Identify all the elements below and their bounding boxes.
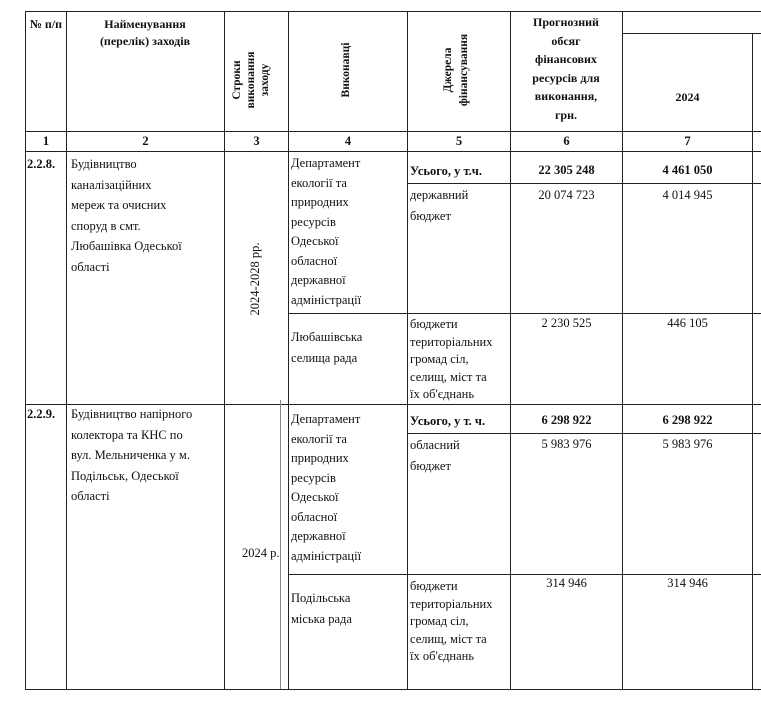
row2-council-line: міська рада (291, 611, 352, 626)
row1-name-line: каналізаційних (71, 177, 152, 192)
header-forecast-line: фінансових (535, 52, 597, 66)
header-year-2024: 2024 (675, 90, 700, 104)
row1-local-line: громад сіл, (410, 352, 469, 366)
row1-local-line: їх об'єднань (410, 387, 475, 401)
row2-source-line: обласний (410, 438, 460, 452)
row2-source-budget-value: 5 983 976 (541, 437, 592, 451)
row2-source-local-2024: 314 946 (667, 576, 708, 590)
colnum-6: 6 (563, 134, 570, 148)
row2-source-local-value: 314 946 (546, 576, 587, 590)
row2-executor-department (291, 410, 361, 566)
header-name-line1: Найменування (104, 17, 186, 31)
row2-name-line: колектора та КНС по (71, 427, 183, 442)
row1-executor-council (291, 327, 362, 368)
row2-executor-line: ресурсів (291, 470, 336, 485)
row1-local-line: селищ, міст та (410, 369, 487, 384)
row1-total-2024: 4 461 050 (662, 163, 713, 177)
row1-executor-department (291, 154, 361, 310)
row2-executor-line: адміністрації (291, 548, 362, 563)
row2-executor-line: Одеської (291, 490, 339, 504)
row1-source-line: державний (410, 188, 469, 202)
header-sources (440, 20, 476, 120)
row2-local-line: їх об'єднань (410, 649, 475, 663)
header-bottom (25, 131, 761, 132)
row1-source-budget-value: 20 074 723 (538, 188, 595, 202)
header-forecast (511, 13, 621, 124)
row1-executor-line: екології та (291, 175, 347, 190)
row2-total-2024: 6 298 922 (662, 413, 713, 427)
row1-name-line: споруд в смт. (71, 218, 141, 233)
col-line-2 (224, 11, 225, 689)
header-forecast-line: Прогнозний (533, 15, 599, 29)
row1-total-value: 22 305 248 (538, 163, 595, 177)
row2-source-budget-2024: 5 983 976 (662, 437, 713, 451)
table-border-bottom (25, 689, 761, 690)
row2-name-line: вул. Мельниченка у м. (71, 448, 190, 462)
row2-split-line (288, 574, 761, 575)
row1-name-line: області (71, 259, 110, 274)
row2-executor-line: Департамент (291, 412, 361, 426)
col-line-3 (288, 11, 289, 689)
col-line-0 (25, 11, 26, 689)
row1-total-label: Усього, у т.ч. (410, 164, 482, 178)
col3-inner-line (280, 400, 281, 689)
colnum-5: 5 (455, 134, 463, 148)
colnum-3: 3 (253, 134, 260, 148)
row2-local-line: громад сіл, (410, 614, 469, 628)
row2-local-line: бюджети (410, 579, 458, 593)
header-term (230, 30, 282, 130)
row1-source-local-2024: 446 105 (667, 316, 708, 330)
header-sources-line2: фінансування (458, 33, 470, 107)
header-subline (622, 33, 761, 34)
row1-name-line: Любашівка Одеської (71, 239, 182, 253)
header-name (67, 16, 223, 50)
row1-term: 2024-2028 рр. (248, 242, 262, 316)
header-term-line2: виконання (245, 51, 257, 109)
row2-local-line: територіальних (410, 596, 493, 611)
row2-executor-line: екології та (291, 431, 347, 446)
row1-source-budget (410, 185, 468, 226)
header-number: № п/п (29, 17, 63, 31)
row1-local-line: територіальних (410, 334, 493, 349)
header-forecast-line: ресурсів для (532, 70, 600, 85)
row1-name-line: мереж та очисних (71, 198, 167, 212)
row1-source-budget-2024: 4 014 945 (662, 188, 713, 202)
header-forecast-line: виконання, (534, 89, 598, 103)
row2-executor-line: обласної (291, 509, 338, 524)
row1-local-line: бюджети (410, 317, 458, 331)
row1-source-local-value: 2 230 525 (541, 316, 592, 330)
row1-council-line: селища рада (291, 350, 358, 365)
row2-number: 2.2.9. (27, 407, 56, 421)
col-line-4 (407, 11, 408, 689)
row2-council-line: Подільська (291, 591, 351, 605)
row2-name (71, 404, 192, 507)
row1-executor-line: обласної (291, 253, 338, 268)
row1-total-line (407, 183, 761, 184)
colnum-7: 7 (684, 134, 691, 148)
row2-total-value: 6 298 922 (541, 413, 592, 427)
col-line-7 (752, 33, 753, 689)
row2-executor-line: державної (291, 529, 346, 543)
header-term-line1: Строки (231, 60, 243, 100)
header-forecast-line: грн. (554, 107, 578, 122)
row1-executor-line: природних (291, 195, 349, 209)
colnum-bottom (25, 151, 761, 152)
row2-source-line: бюджет (410, 458, 451, 473)
row1-council-line: Любашівська (291, 330, 363, 344)
row2-name-line: області (71, 489, 110, 503)
row1-executor-line: Департамент (291, 156, 361, 170)
col-line-1 (66, 11, 67, 689)
row2-term: 2024 р. (242, 546, 280, 560)
header-name-line2: (перелік) заходів (99, 34, 191, 48)
row1-name-line: Будівництво (71, 157, 137, 171)
row2-name-line: Будівництво напірного (71, 407, 193, 421)
row2-local-line: селищ, міст та (410, 631, 487, 646)
row2-source-local (410, 578, 492, 666)
table-border-top (25, 11, 761, 12)
header-term-line3: заходу (259, 63, 271, 97)
row2-executor-council (291, 588, 352, 629)
row2-source-budget (410, 435, 460, 476)
row1-executor-line: ресурсів (291, 214, 336, 229)
row1-name (71, 154, 182, 277)
header-executors: Виконавці (340, 42, 352, 98)
row1-number: 2.2.8. (27, 157, 56, 171)
row2-total-label: Усього, у т. ч. (410, 414, 486, 428)
colnum-2: 2 (142, 134, 149, 148)
header-forecast-line: обсяг (551, 33, 581, 48)
row1-split-line (288, 313, 761, 314)
colnum-4: 4 (344, 134, 352, 148)
colnum-1: 1 (42, 134, 50, 148)
row2-name-line: Подільськ, Одеської (71, 468, 179, 483)
row1-executor-line: адміністрації (291, 292, 362, 307)
row1-executor-line: Одеської (291, 234, 339, 248)
row1-executor-line: державної (291, 273, 346, 287)
row2-executor-line: природних (291, 451, 349, 465)
header-sources-line1: Джерела (442, 47, 454, 93)
row1-source-local (410, 316, 492, 404)
row2-total-line (407, 433, 761, 434)
row1-source-line: бюджет (410, 208, 451, 223)
